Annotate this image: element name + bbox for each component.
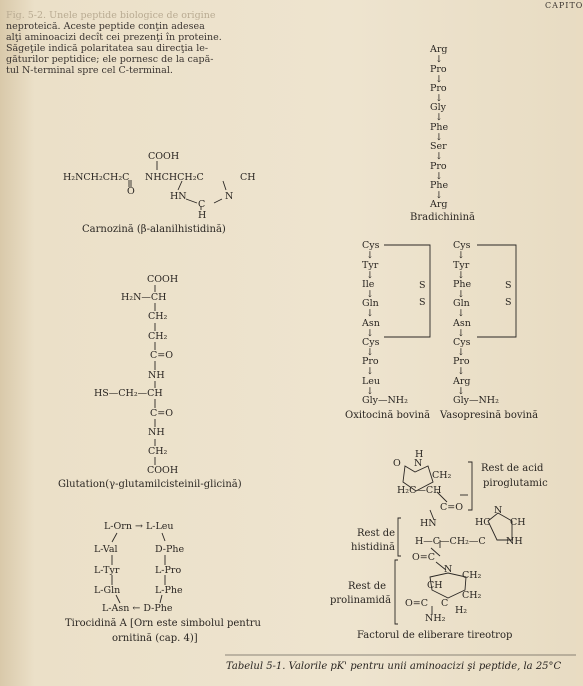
trh-atom: CH₂ xyxy=(462,590,482,601)
trh-atom: H xyxy=(415,449,424,460)
trh-atom: N xyxy=(414,458,423,469)
caption-line: tul N-terminal spre cel C-terminal. xyxy=(6,65,173,76)
arrow-icon: ↓ xyxy=(435,74,443,85)
glut-line: H₂N—CH xyxy=(121,292,167,303)
glut-line: CH₂ xyxy=(148,311,168,322)
glut-line: C=O xyxy=(150,408,174,419)
tyrocidine-name-line2: ornitină (cap. 4)] xyxy=(112,633,198,644)
arrow-icon: ↓ xyxy=(457,328,465,339)
arrow-icon: ↓ xyxy=(366,347,374,358)
arrow-icon: ↓ xyxy=(366,250,374,261)
residue: Cys xyxy=(453,337,471,348)
residue: Pro xyxy=(430,161,447,172)
bradykinin-name: Bradichinină xyxy=(410,212,475,223)
residue: Arg xyxy=(430,44,448,55)
oxytocin-name: Oxitocină bovină xyxy=(345,410,431,421)
glut-line: C=O xyxy=(150,350,174,361)
arrow-icon: ↓ xyxy=(435,151,443,162)
residue: Gly—NH₂ xyxy=(453,395,499,406)
tyro-left: L-Tyr xyxy=(94,565,120,576)
trh-atom: HN xyxy=(420,518,437,529)
carnosine-chain-left: H₂NCH₂CH₂C xyxy=(63,172,130,183)
residue: Ser xyxy=(430,141,447,152)
trh-atom: C xyxy=(441,598,449,609)
arrow-icon: ↓ xyxy=(457,270,465,281)
trh-label-pro: prolinamidă xyxy=(330,595,392,606)
tyro-top: L-Orn → L-Leu xyxy=(104,521,174,532)
caption-line: Fig. 5-2. Unele peptide biologice de origine xyxy=(6,10,216,21)
tyro-left: L-Val xyxy=(94,544,118,555)
arrow-icon: ↓ xyxy=(435,132,443,143)
residue: Pro xyxy=(453,356,470,367)
residue: Phe xyxy=(430,180,449,191)
arrow-icon: ↓ xyxy=(366,270,374,281)
vasopressin-name: Vasopresină bovină xyxy=(440,410,539,421)
tyro-right: L-Phe xyxy=(155,585,183,596)
residue: Gly xyxy=(430,102,446,113)
tyro-right: D-Phe xyxy=(155,544,185,555)
residue: Ile xyxy=(362,279,375,290)
trh-label-pyro: Rest de acid xyxy=(481,463,544,474)
trh-label-pyro: piroglutamic xyxy=(483,478,548,489)
residue: Cys xyxy=(453,240,471,251)
tyrocidine-name-line1: Tirocidină A [Orn este simbolul pentru xyxy=(65,618,261,629)
arrow-icon: ↓ xyxy=(366,308,374,319)
carnosine-c: C xyxy=(198,199,206,210)
trh-atom: NH xyxy=(506,536,523,547)
disulfide-s: S xyxy=(505,297,512,308)
arrow-icon: ↓ xyxy=(435,171,443,182)
arrow-icon: ↓ xyxy=(457,250,465,261)
glut-line: CH₂ xyxy=(148,331,168,342)
carnosine-o: O xyxy=(127,186,135,197)
trh-atom: H₂ xyxy=(455,605,468,616)
disulfide-s: S xyxy=(419,280,426,291)
caption-line: neproteică. Aceste peptide conţin adesea xyxy=(6,21,205,32)
residue: Tyr xyxy=(362,260,379,271)
caption-line: Săgeţile indică polaritatea sau direcţia le- xyxy=(6,43,209,54)
trh-atom: N xyxy=(444,564,453,575)
trh-label-his: Rest de xyxy=(357,528,396,539)
residue: Gly—NH₂ xyxy=(362,395,408,406)
arrow-icon: ↓ xyxy=(435,190,443,201)
residue: Asn xyxy=(453,318,471,329)
carnosine-name: Carnozină (β-alanilhistidină) xyxy=(82,224,226,235)
trh-atom: HC xyxy=(475,517,491,528)
residue: Pro xyxy=(430,83,447,94)
carnosine-chain-mid: NHCHCH₂C xyxy=(145,172,204,183)
arrow-icon: ↓ xyxy=(457,308,465,319)
glut-line: HS—CH₂—CH xyxy=(94,388,163,399)
glutathione-name: Glutation(γ-glutamilcisteinil-glicină) xyxy=(58,479,242,490)
arrow-icon: ↓ xyxy=(457,347,465,358)
carnosine-cooh: COOH xyxy=(148,151,180,162)
residue: Cys xyxy=(362,337,380,348)
glut-line: NH xyxy=(148,370,165,381)
disulfide-s: S xyxy=(419,297,426,308)
glut-line: COOH xyxy=(147,274,179,285)
glut-line: CH₂ xyxy=(148,446,168,457)
trh-atom: O=C xyxy=(405,598,429,609)
trh-atom: H₂C—CH xyxy=(397,485,442,496)
arrow-icon: ↓ xyxy=(435,93,443,104)
tyro-bottom: L-Asn ← D-Phe xyxy=(102,603,173,614)
residue: Pro xyxy=(362,356,379,367)
trh-atom: O xyxy=(393,458,401,469)
arrow-icon: ↓ xyxy=(366,289,374,300)
trh-atom: NH₂ xyxy=(425,613,446,624)
trh-atom: C=O xyxy=(440,502,464,513)
trh-atom: CH₂ xyxy=(432,470,452,481)
trh-atom: CH xyxy=(427,580,443,591)
residue: Pro xyxy=(430,64,447,75)
arrow-icon: ↓ xyxy=(366,366,374,377)
trh-label-pro: Rest de xyxy=(348,581,387,592)
glut-line: NH xyxy=(148,427,165,438)
trh-atom: CH xyxy=(510,517,526,528)
arrow-icon: ↓ xyxy=(366,386,374,397)
arrow-icon: ↓ xyxy=(457,386,465,397)
trh-label-his: histidină xyxy=(351,542,395,553)
arrow-icon: ↓ xyxy=(457,366,465,377)
residue: Phe xyxy=(453,279,472,290)
residue: Arg xyxy=(453,376,471,387)
carnosine-n: N xyxy=(225,191,234,202)
trh-atom: O=C xyxy=(412,552,436,563)
caption-line: găturilor peptidice; ele pornesc de la capă- xyxy=(6,54,214,65)
residue: Gln xyxy=(362,298,379,309)
glut-line: COOH xyxy=(147,465,179,476)
tyro-right: L-Pro xyxy=(155,565,182,576)
residue: Arg xyxy=(430,199,448,210)
arrow-icon: ↓ xyxy=(435,54,443,65)
arrow-icon: ↓ xyxy=(366,328,374,339)
trh-name: Factorul de eliberare tireotrop xyxy=(357,630,513,641)
residue: Leu xyxy=(362,376,381,387)
table-caption: Tabelul 5-1. Valorile pK' pentru unii aminoacizi şi peptide, la 25°C xyxy=(226,661,562,672)
running-header: CAPITO xyxy=(545,1,583,10)
trh-atom: CH₂ xyxy=(462,570,482,581)
carnosine-h: H xyxy=(198,210,207,221)
residue: Tyr xyxy=(453,260,470,271)
residue: Asn xyxy=(362,318,380,329)
residue: Gln xyxy=(453,298,470,309)
arrow-icon: ↓ xyxy=(457,289,465,300)
carnosine-ch: CH xyxy=(240,172,256,183)
trh-atom: H—C—CH₂—C xyxy=(415,536,486,547)
trh-atom: N xyxy=(494,505,503,516)
residue: Phe xyxy=(430,122,449,133)
caption-line: alţi aminoacizi decît cei prezenţi în proteine. xyxy=(6,32,222,43)
residue: Cys xyxy=(362,240,380,251)
carnosine-hn: HN xyxy=(170,191,187,202)
arrow-icon: ↓ xyxy=(435,112,443,123)
disulfide-s: S xyxy=(505,280,512,291)
tyro-left: L-Gln xyxy=(94,585,121,596)
